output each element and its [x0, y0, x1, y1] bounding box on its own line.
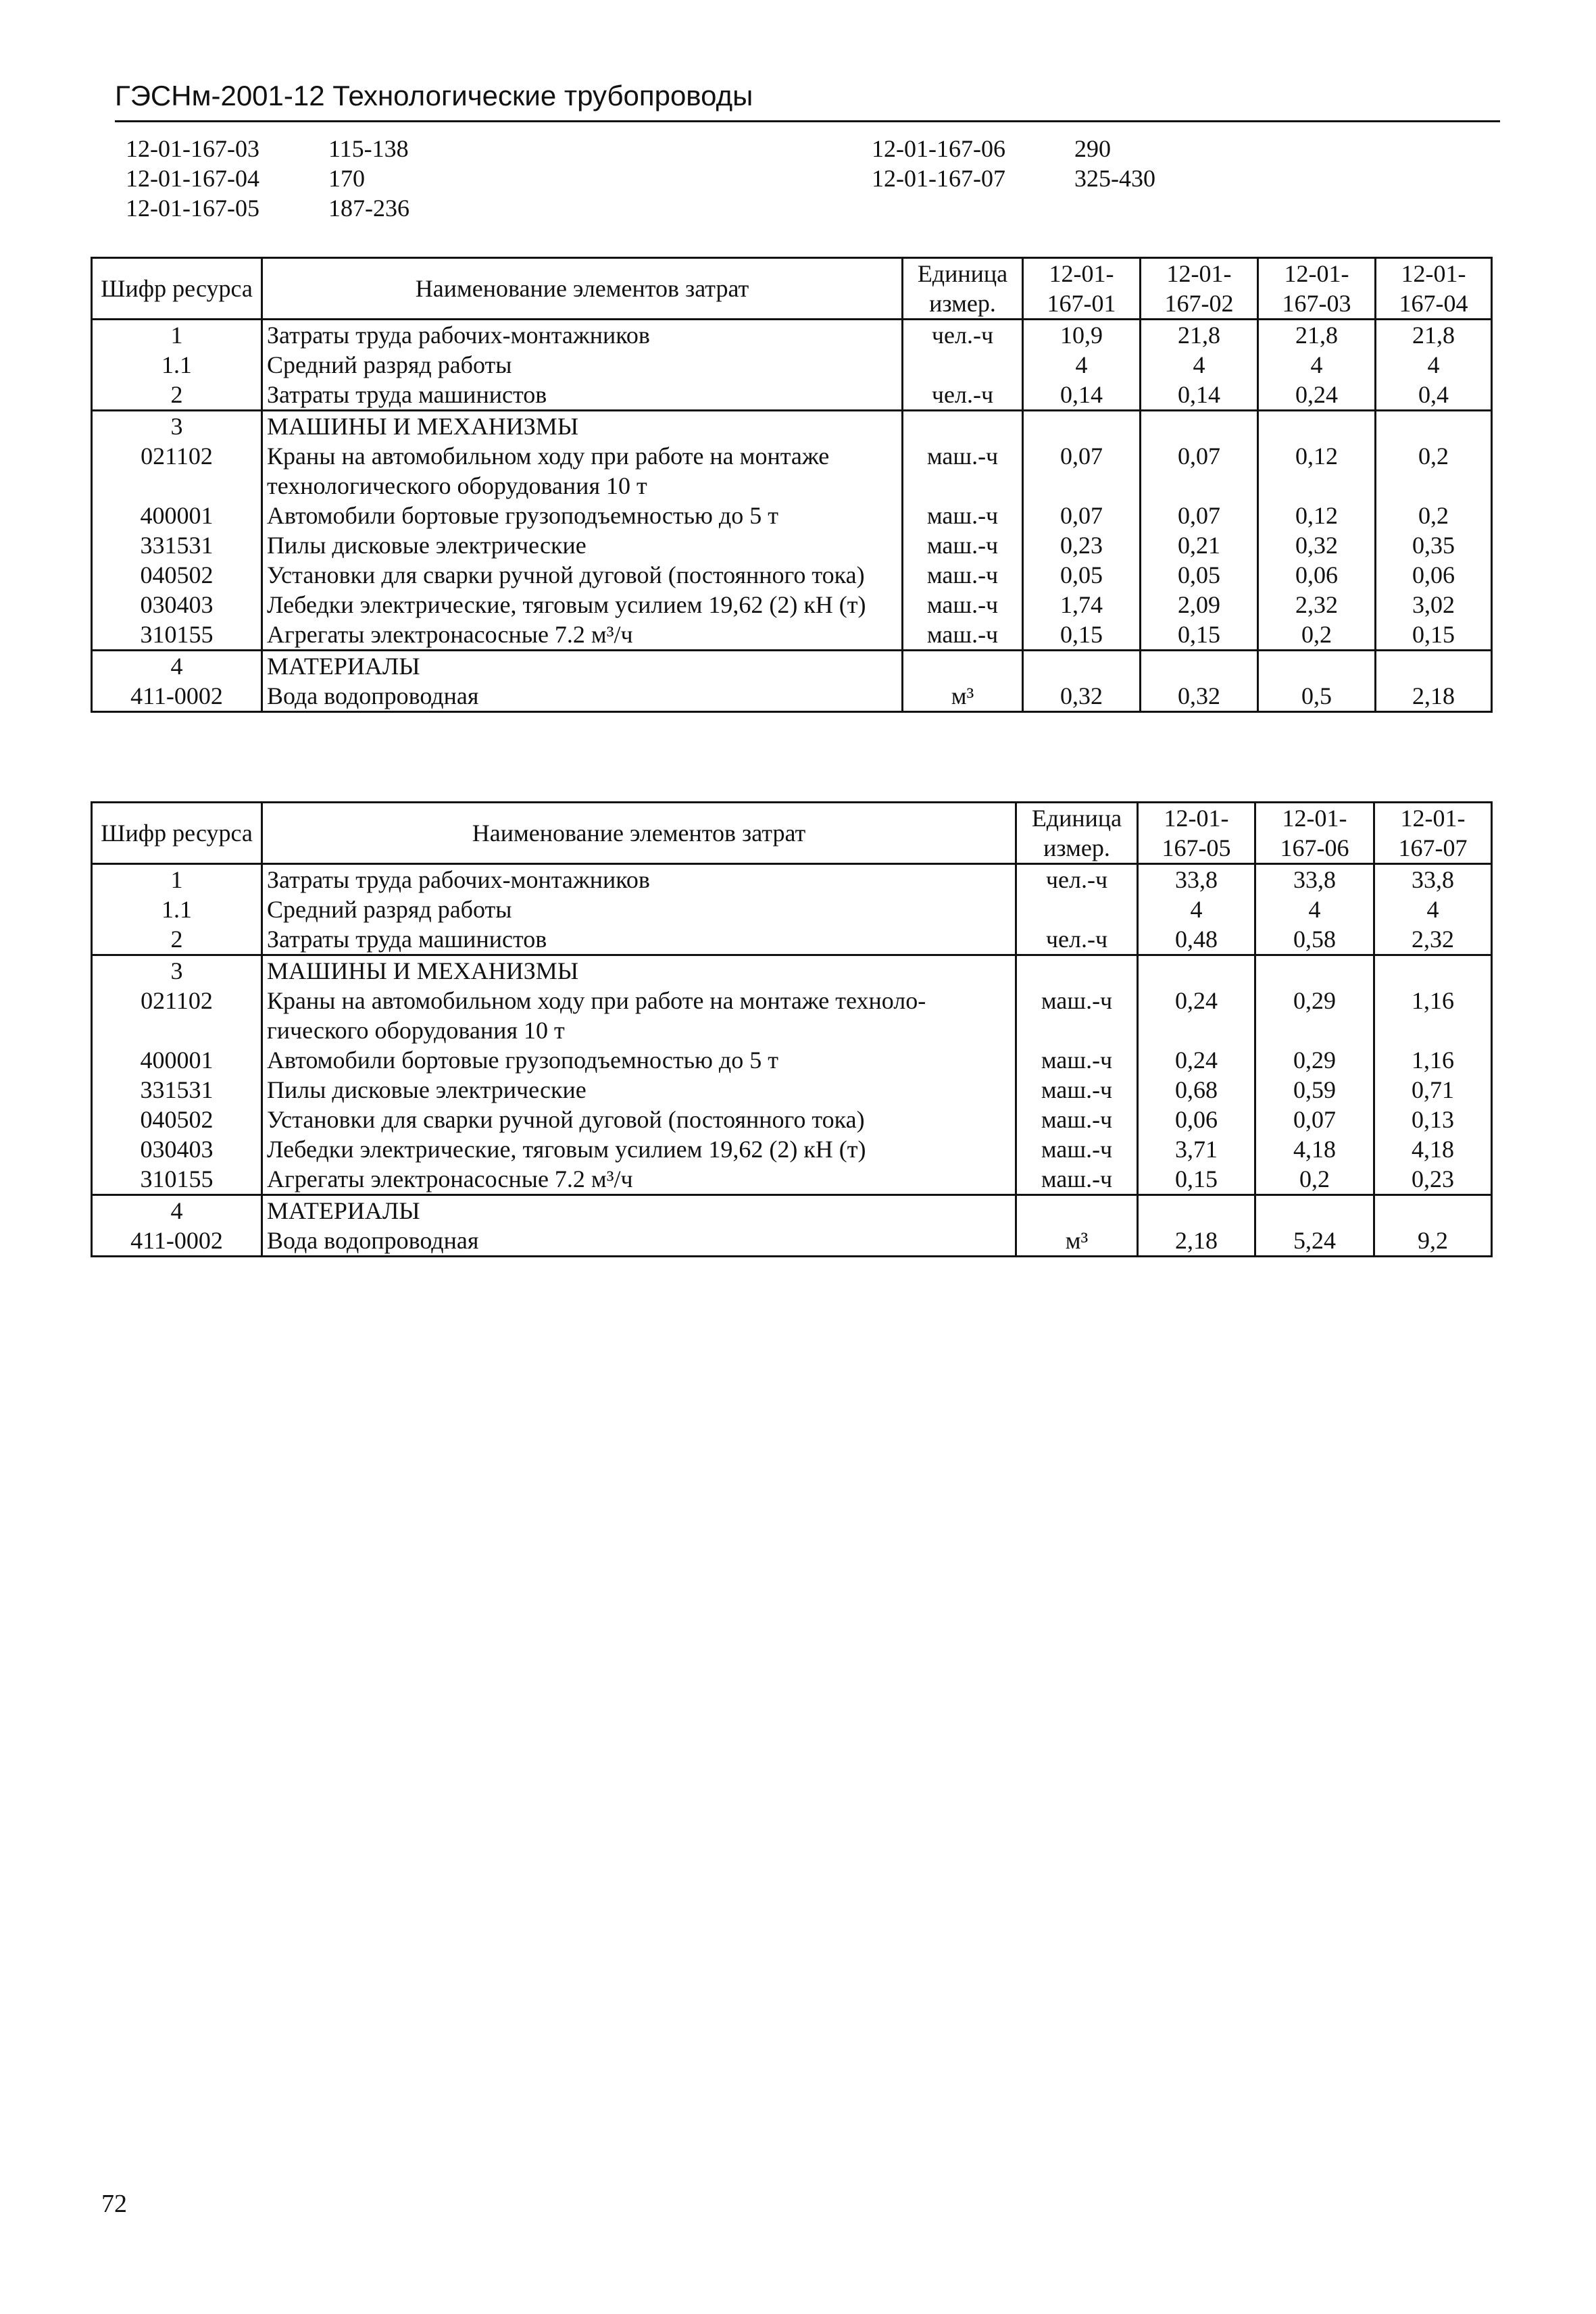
- norm-value: 2,18: [1138, 1226, 1255, 1257]
- table-row: [92, 681, 1492, 712]
- cost-element-name: Краны на автомобильном ходу при работе на монтаже технологического оборудования 10 т: [262, 441, 903, 501]
- code-range-row: [126, 164, 409, 193]
- table-row: [92, 895, 1492, 924]
- resource-code: 4: [92, 1195, 262, 1226]
- code-range-list-left: [126, 134, 409, 223]
- unit: [903, 350, 1023, 380]
- norm-value: 5,24: [1255, 1226, 1374, 1257]
- norm-value: 0,2: [1255, 1164, 1374, 1195]
- unit: маш.-ч: [1016, 1164, 1138, 1195]
- table-row: [92, 441, 1492, 501]
- resource-code: 040502: [92, 560, 262, 590]
- norm-value: [1258, 411, 1376, 442]
- unit: [1016, 955, 1138, 986]
- norm-value: [1255, 955, 1374, 986]
- norm-value: 0,4: [1376, 380, 1492, 411]
- norm-value: 4: [1374, 895, 1492, 924]
- header-col: 12-01-167-07: [1374, 803, 1492, 864]
- cost-element-name: Установки для сварки ручной дуговой (постоянного тока): [262, 560, 903, 590]
- resource-code: 1.1: [92, 895, 262, 924]
- cost-element-name: Лебедки электрические, тяговым усилием 19,62 (2) кН (т): [262, 590, 903, 620]
- header-code: Шифр ресурса: [92, 258, 262, 320]
- table-body: [92, 864, 1492, 1257]
- unit: маш.-ч: [1016, 1075, 1138, 1105]
- norm-value: 0,07: [1141, 501, 1258, 530]
- norm-value: 0,07: [1023, 441, 1141, 501]
- cost-element-name: МАТЕРИАЛЫ: [262, 1195, 1016, 1226]
- cost-element-name: Вода водопроводная: [262, 1226, 1016, 1257]
- norm-value: 4: [1255, 895, 1374, 924]
- norm-value: 9,2: [1374, 1226, 1492, 1257]
- norm-value: 0,15: [1141, 620, 1258, 651]
- norm-value: 0,14: [1023, 380, 1141, 411]
- header-col: 12-01-167-06: [1255, 803, 1374, 864]
- norm-value: 4: [1376, 350, 1492, 380]
- norm-value: 0,07: [1255, 1105, 1374, 1134]
- table-row: [92, 560, 1492, 590]
- resource-code: 400001: [92, 501, 262, 530]
- norm-value: 0,13: [1374, 1105, 1492, 1134]
- norm-value: 21,8: [1376, 320, 1492, 351]
- header-name: Наименование элементов затрат: [262, 803, 1016, 864]
- norm-value: 0,05: [1141, 560, 1258, 590]
- cost-element-name: Затраты труда рабочих-монтажников: [262, 320, 903, 351]
- unit: маш.-ч: [1016, 1105, 1138, 1134]
- norm-value: 1,74: [1023, 590, 1141, 620]
- norm-value: 33,8: [1255, 864, 1374, 895]
- range: 325-430: [1074, 165, 1155, 192]
- resource-code: 310155: [92, 620, 262, 651]
- range: 170: [328, 165, 365, 192]
- code: 12-01-167-03: [126, 135, 259, 162]
- resource-code: 331531: [92, 1075, 262, 1105]
- code-range-row: [126, 134, 409, 164]
- norm-value: 0,24: [1258, 380, 1376, 411]
- norm-value: 0,35: [1376, 530, 1492, 560]
- range: 187-236: [328, 195, 409, 222]
- norm-value: 0,32: [1141, 681, 1258, 712]
- norm-value: 10,9: [1023, 320, 1141, 351]
- resource-code: 3: [92, 411, 262, 442]
- cost-element-name: Агрегаты электронасосные 7.2 м³/ч: [262, 620, 903, 651]
- resource-code: 400001: [92, 1045, 262, 1075]
- header-unit: Единица измер.: [1016, 803, 1138, 864]
- norm-value: 33,8: [1138, 864, 1255, 895]
- unit: м³: [903, 681, 1023, 712]
- page-header: [115, 76, 1500, 122]
- norm-value: 4: [1141, 350, 1258, 380]
- unit: маш.-ч: [1016, 1134, 1138, 1164]
- table-row: [92, 651, 1492, 682]
- cost-element-name: МАШИНЫ И МЕХАНИЗМЫ: [262, 955, 1016, 986]
- norm-value: [1023, 651, 1141, 682]
- resource-code: 030403: [92, 590, 262, 620]
- norm-value: [1138, 955, 1255, 986]
- table-row: [92, 955, 1492, 986]
- norm-value: 0,07: [1141, 441, 1258, 501]
- table-row: [92, 530, 1492, 560]
- table-row: [92, 411, 1492, 442]
- norm-value: 0,29: [1255, 986, 1374, 1045]
- norm-value: 0,15: [1138, 1164, 1255, 1195]
- header-col: 12-01-167-05: [1138, 803, 1255, 864]
- resource-code: 3: [92, 955, 262, 986]
- norm-value: 0,05: [1023, 560, 1141, 590]
- norm-value: 2,09: [1141, 590, 1258, 620]
- norm-value: 0,32: [1258, 530, 1376, 560]
- table-header-row: [92, 258, 1492, 320]
- unit: маш.-ч: [903, 441, 1023, 501]
- norm-value: 0,23: [1023, 530, 1141, 560]
- document-title: ГЭСНм-2001-12 Технологические трубопроводы: [115, 80, 753, 111]
- table-row: [92, 924, 1492, 955]
- table-row: [92, 1195, 1492, 1226]
- cost-element-name: Автомобили бортовые грузоподъемностью до 5 т: [262, 501, 903, 530]
- norm-value: 4,18: [1255, 1134, 1374, 1164]
- table-row: [92, 320, 1492, 351]
- norm-value: [1374, 955, 1492, 986]
- norm-value: 2,32: [1258, 590, 1376, 620]
- unit: маш.-ч: [903, 501, 1023, 530]
- table-row: [92, 1226, 1492, 1257]
- norm-value: 0,15: [1023, 620, 1141, 651]
- norm-value: 0,29: [1255, 1045, 1374, 1075]
- unit: маш.-ч: [903, 530, 1023, 560]
- norm-value: 0,14: [1141, 380, 1258, 411]
- norm-value: [1376, 411, 1492, 442]
- norm-value: [1141, 411, 1258, 442]
- cost-element-name: Затраты труда машинистов: [262, 924, 1016, 955]
- norm-value: 0,5: [1258, 681, 1376, 712]
- resource-code: 021102: [92, 986, 262, 1045]
- cost-element-name: Краны на автомобильном ходу при работе на монтаже техноло-гического оборудования 10 т: [262, 986, 1016, 1045]
- cost-element-name: Средний разряд работы: [262, 895, 1016, 924]
- unit: маш.-ч: [1016, 986, 1138, 1045]
- norm-value: 0,2: [1376, 501, 1492, 530]
- unit: маш.-ч: [903, 590, 1023, 620]
- code-range-list-right: [872, 134, 1155, 193]
- norm-value: 0,2: [1258, 620, 1376, 651]
- norm-value: 0,06: [1138, 1105, 1255, 1134]
- resource-code: 1: [92, 864, 262, 895]
- norm-value: 0,07: [1023, 501, 1141, 530]
- norm-value: 0,06: [1376, 560, 1492, 590]
- norm-value: 1,16: [1374, 986, 1492, 1045]
- table-row: [92, 1105, 1492, 1134]
- norm-value: 1,16: [1374, 1045, 1492, 1075]
- resource-code: 040502: [92, 1105, 262, 1134]
- range: 115-138: [328, 135, 409, 162]
- cost-element-name: Затраты труда рабочих-монтажников: [262, 864, 1016, 895]
- resource-code: 411-0002: [92, 1226, 262, 1257]
- code: 12-01-167-07: [872, 165, 1005, 192]
- norm-value: 0,24: [1138, 986, 1255, 1045]
- cost-element-name: Лебедки электрические, тяговым усилием 19,62 (2) кН (т): [262, 1134, 1016, 1164]
- norm-value: 0,32: [1023, 681, 1141, 712]
- table-row: [92, 380, 1492, 411]
- unit: чел.-ч: [1016, 864, 1138, 895]
- norm-value: [1023, 411, 1141, 442]
- norm-value: 0,21: [1141, 530, 1258, 560]
- resource-code: 2: [92, 380, 262, 411]
- cost-element-name: МАТЕРИАЛЫ: [262, 651, 903, 682]
- resource-code: 021102: [92, 441, 262, 501]
- unit: [1016, 895, 1138, 924]
- norm-value: 0,06: [1258, 560, 1376, 590]
- code-range-row: [126, 193, 409, 223]
- resource-code: 1.1: [92, 350, 262, 380]
- cost-element-name: Вода водопроводная: [262, 681, 903, 712]
- code: 12-01-167-06: [872, 135, 1005, 162]
- norm-value: 0,24: [1138, 1045, 1255, 1075]
- cost-element-name: Затраты труда машинистов: [262, 380, 903, 411]
- cost-element-name: Пилы дисковые электрические: [262, 1075, 1016, 1105]
- header-col: 12-01-167-01: [1023, 258, 1141, 320]
- norm-value: 33,8: [1374, 864, 1492, 895]
- table-header-row: [92, 803, 1492, 864]
- norm-value: 0,12: [1258, 441, 1376, 501]
- resource-code: 030403: [92, 1134, 262, 1164]
- header-col: 12-01-167-02: [1141, 258, 1258, 320]
- norm-value: 0,58: [1255, 924, 1374, 955]
- table-row: [92, 1164, 1492, 1195]
- norm-value: [1376, 651, 1492, 682]
- table-row: [92, 590, 1492, 620]
- unit: маш.-ч: [903, 620, 1023, 651]
- table-row: [92, 864, 1492, 895]
- header-col: 12-01-167-03: [1258, 258, 1376, 320]
- header-code: Шифр ресурса: [92, 803, 262, 864]
- norm-value: 4: [1258, 350, 1376, 380]
- code-range-row: [872, 164, 1155, 193]
- norm-value: 4: [1138, 895, 1255, 924]
- resource-table-2: [91, 801, 1493, 1257]
- table-row: [92, 986, 1492, 1045]
- table-row: [92, 350, 1492, 380]
- code: 12-01-167-04: [126, 165, 259, 192]
- unit: [903, 411, 1023, 442]
- unit: чел.-ч: [1016, 924, 1138, 955]
- unit: маш.-ч: [903, 560, 1023, 590]
- norm-value: 0,12: [1258, 501, 1376, 530]
- resource-table-1: [91, 257, 1493, 713]
- table-row: [92, 1134, 1492, 1164]
- norm-value: 0,2: [1376, 441, 1492, 501]
- cost-element-name: МАШИНЫ И МЕХАНИЗМЫ: [262, 411, 903, 442]
- unit: [903, 651, 1023, 682]
- norm-value: 0,15: [1376, 620, 1492, 651]
- resource-code: 310155: [92, 1164, 262, 1195]
- norm-value: 21,8: [1141, 320, 1258, 351]
- cost-element-name: Агрегаты электронасосные 7.2 м³/ч: [262, 1164, 1016, 1195]
- page-number: 72: [101, 2190, 127, 2218]
- table-row: [92, 1045, 1492, 1075]
- resource-code: 411-0002: [92, 681, 262, 712]
- norm-value: 2,18: [1376, 681, 1492, 712]
- norm-value: 0,23: [1374, 1164, 1492, 1195]
- unit: чел.-ч: [903, 320, 1023, 351]
- code-range-row: [872, 134, 1155, 164]
- header-name: Наименование элементов затрат: [262, 258, 903, 320]
- norm-value: [1138, 1195, 1255, 1226]
- norm-value: 3,02: [1376, 590, 1492, 620]
- table-body: [92, 320, 1492, 712]
- range: 290: [1074, 135, 1111, 162]
- header-unit: Единица измер.: [903, 258, 1023, 320]
- norm-value: 0,48: [1138, 924, 1255, 955]
- resource-code: 2: [92, 924, 262, 955]
- table-row: [92, 620, 1492, 651]
- norm-value: 0,59: [1255, 1075, 1374, 1105]
- unit: чел.-ч: [903, 380, 1023, 411]
- norm-value: 4,18: [1374, 1134, 1492, 1164]
- resource-code: 331531: [92, 530, 262, 560]
- norm-value: [1255, 1195, 1374, 1226]
- unit: [1016, 1195, 1138, 1226]
- norm-value: 0,71: [1374, 1075, 1492, 1105]
- norm-value: 3,71: [1138, 1134, 1255, 1164]
- norm-value: 4: [1023, 350, 1141, 380]
- resource-code: 4: [92, 651, 262, 682]
- norm-value: [1141, 651, 1258, 682]
- norm-value: 0,68: [1138, 1075, 1255, 1105]
- cost-element-name: Установки для сварки ручной дуговой (постоянного тока): [262, 1105, 1016, 1134]
- norm-value: 2,32: [1374, 924, 1492, 955]
- cost-element-name: Автомобили бортовые грузоподъемностью до 5 т: [262, 1045, 1016, 1075]
- norm-value: [1258, 651, 1376, 682]
- table-row: [92, 501, 1492, 530]
- norm-value: 21,8: [1258, 320, 1376, 351]
- code: 12-01-167-05: [126, 195, 259, 222]
- cost-element-name: Пилы дисковые электрические: [262, 530, 903, 560]
- unit: м³: [1016, 1226, 1138, 1257]
- header-col: 12-01-167-04: [1376, 258, 1492, 320]
- norm-value: [1374, 1195, 1492, 1226]
- table-row: [92, 1075, 1492, 1105]
- resource-code: 1: [92, 320, 262, 351]
- cost-element-name: Средний разряд работы: [262, 350, 903, 380]
- unit: маш.-ч: [1016, 1045, 1138, 1075]
